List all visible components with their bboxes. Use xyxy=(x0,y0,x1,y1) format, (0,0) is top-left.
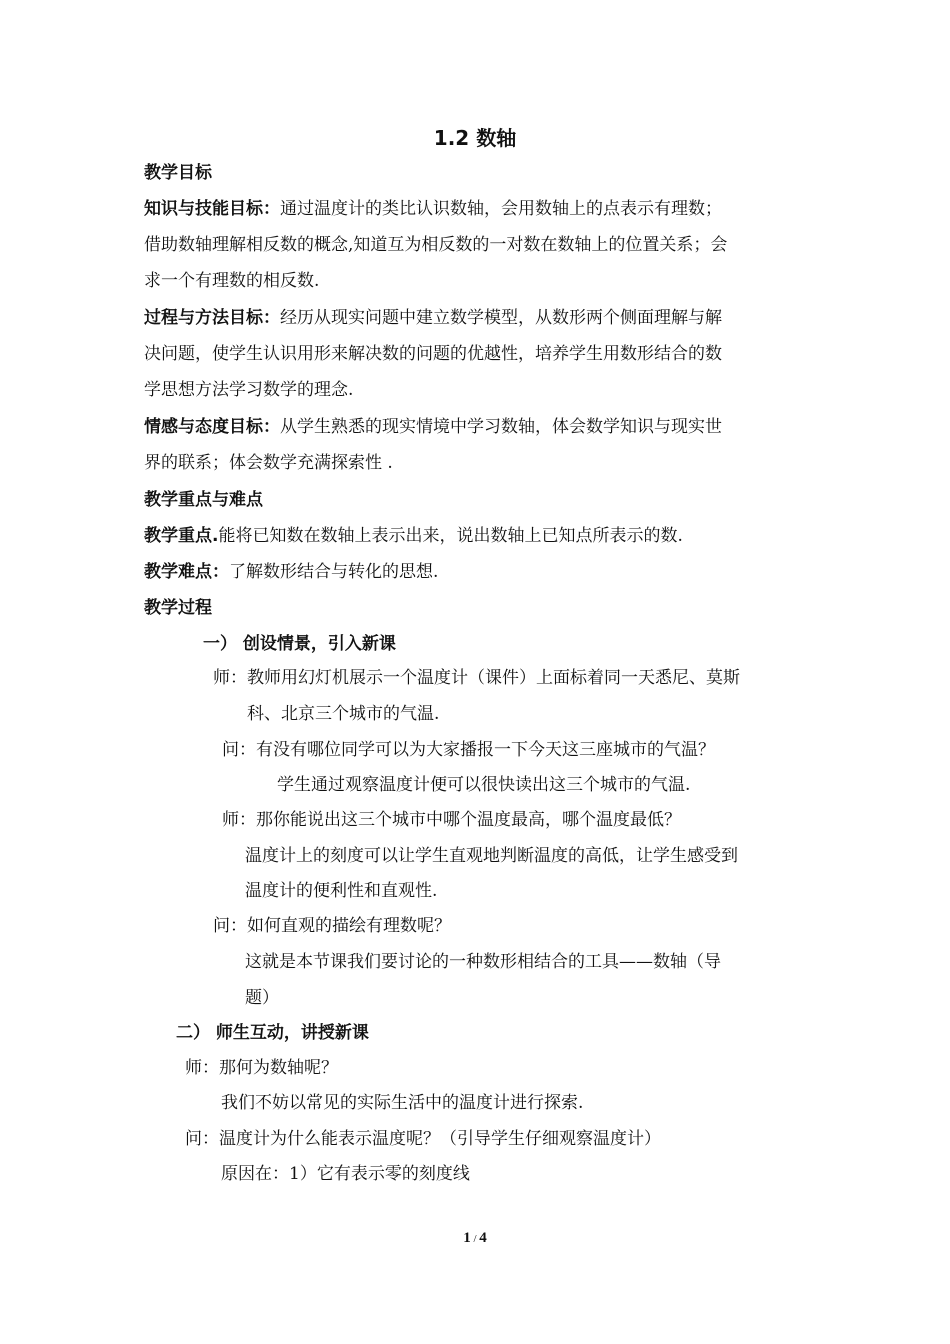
page-separator: / xyxy=(470,1233,480,1245)
part1-answer-3a: 这就是本节课我们要讨论的一种数形相结合的工具——数轴（导 xyxy=(245,952,721,972)
page-number xyxy=(0,1230,950,1247)
page-current: 1 xyxy=(463,1230,471,1246)
process-text-2: 决问题，使学生认识用形来解决数的问题的优越性，培养学生用数形结合的数 xyxy=(144,344,722,364)
process-text-1: 经历从现实问题中建立数学模型，从数形两个侧面理解与解 xyxy=(280,308,722,328)
part1-teacher-2: 师：那你能说出这三个城市中哪个温度最高，哪个温度最低？ xyxy=(222,810,681,830)
page-title: 1.2 数轴 xyxy=(433,126,517,150)
part2-teacher-1: 师：那何为数轴呢？ xyxy=(185,1058,338,1078)
emotion-text-1: 从学生熟悉的现实情境中学习数轴，体会数学知识与现实世 xyxy=(280,417,722,437)
process-text-3: 学思想方法学习数学的理念. xyxy=(144,380,354,400)
part1-teacher-1a: 师：教师用幻灯机展示一个温度计（课件）上面标着同一天悉尼、莫斯 xyxy=(213,668,740,688)
part2-teacher-1b: 我们不妨以常见的实际生活中的温度计进行探索. xyxy=(221,1093,584,1113)
heading-key-difficult: 教学重点与难点 xyxy=(144,490,263,510)
page-total: 4 xyxy=(479,1230,487,1246)
part2-answer-1: 原因在：1）它有表示零的刻度线 xyxy=(221,1164,470,1184)
part1-answer-2a: 温度计上的刻度可以让学生直观地判断温度的高低，让学生感受到 xyxy=(245,846,738,866)
part1-teacher-1b: 科、北京三个城市的气温. xyxy=(247,704,440,724)
knowledge-text-3: 求一个有理数的相反数. xyxy=(144,271,320,291)
emotion-line-1 xyxy=(144,415,722,439)
process-label: 过程与方法目标： xyxy=(144,308,280,328)
emotion-text-2: 界的联系；体会数学充满探索性 . xyxy=(144,453,393,473)
difficult-text: 了解数形结合与转化的思想. xyxy=(229,562,439,582)
knowledge-text-2: 借助数轴理解相反数的概念,知道互为相反数的一对数在数轴上的位置关系；会 xyxy=(144,235,728,255)
process-line-1 xyxy=(144,306,722,330)
difficult-label: 教学难点： xyxy=(144,562,229,582)
key-label: 教学重点. xyxy=(144,526,219,546)
part2-heading: 二） 师生互动，讲授新课 xyxy=(176,1023,369,1043)
part1-answer-1: 学生通过观察温度计便可以很快读出这三个城市的气温. xyxy=(277,775,691,795)
part1-answer-2b: 温度计的便利性和直观性. xyxy=(245,881,438,901)
part1-heading: 一） 创设情景，引入新课 xyxy=(203,634,396,654)
key-point xyxy=(144,524,683,548)
emotion-label: 情感与态度目标： xyxy=(144,417,280,437)
knowledge-line-1 xyxy=(144,197,806,221)
part1-question-1: 问：有没有哪位同学可以为大家播报一下今天这三座城市的气温？ xyxy=(222,740,715,760)
part2-question-1: 问：温度计为什么能表示温度呢？（引导学生仔细观察温度计） xyxy=(185,1129,661,1149)
difficult-point xyxy=(144,560,438,584)
part1-answer-3b: 题） xyxy=(245,988,279,1008)
key-text: 能将已知数在数轴上表示出来，说出数轴上已知点所表示的数. xyxy=(218,526,683,546)
knowledge-label: 知识与技能目标： xyxy=(144,199,280,219)
heading-objectives: 教学目标 xyxy=(144,163,212,183)
part1-question-2: 问：如何直观的描绘有理数呢？ xyxy=(213,916,451,936)
knowledge-text-1: 通过温度计的类比认识数轴，会用数轴上的点表示有理数； xyxy=(280,199,722,219)
heading-teaching-process: 教学过程 xyxy=(144,598,212,618)
